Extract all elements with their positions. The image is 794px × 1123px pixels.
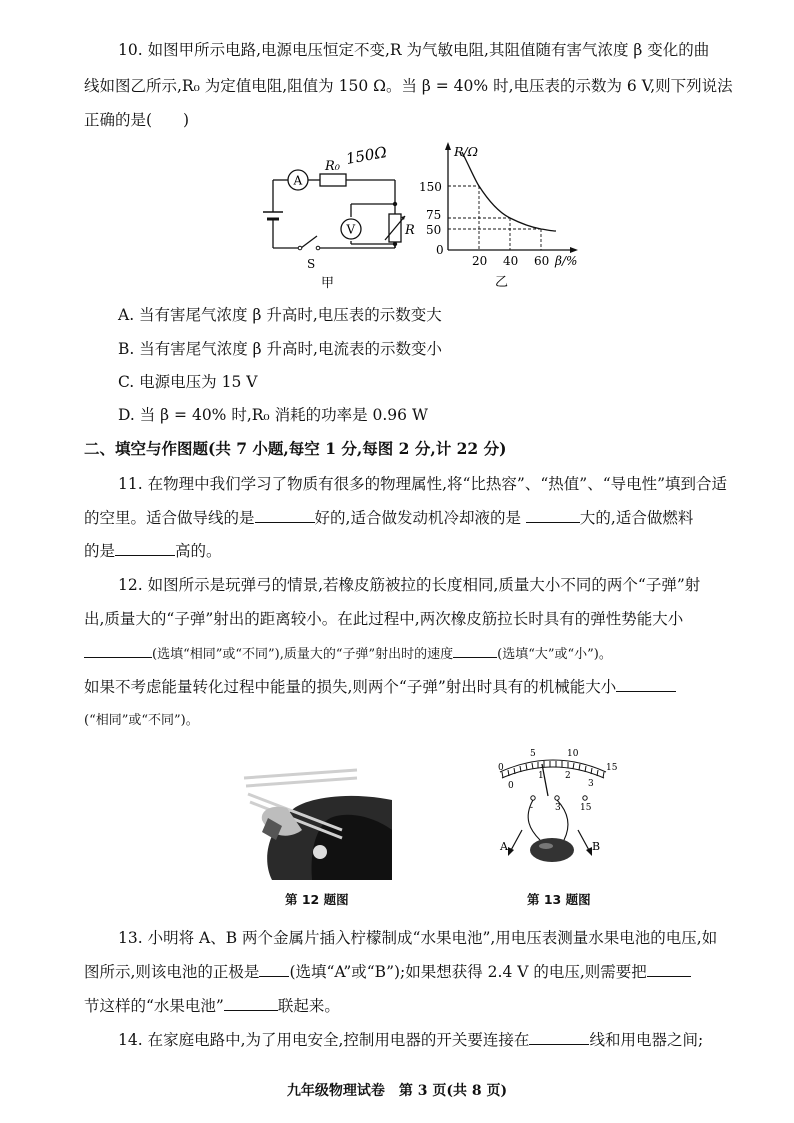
q12-line4 [84,677,676,697]
ammeter-label: A [293,173,303,188]
xtick-20: 20 [472,254,488,268]
q14-text-1a: 14. 在家庭电路中,为了用电安全,控制用电器的开关要连接在 [118,1031,530,1049]
q11-line3 [84,541,222,561]
circuit-diagram-jia [255,140,425,290]
meter-top-5: 5 [530,749,536,759]
q12-blank-2[interactable] [453,643,497,658]
q12-blank-3[interactable] [616,677,676,692]
fruit-battery-figure [478,730,628,878]
ytick-50: 50 [426,223,442,237]
handwritten-note: 150Ω [344,143,389,168]
q13-text-3a: 节这样的“水果电池” [84,997,224,1015]
meter-bottom-1: 1 [538,771,544,781]
q10-option-d: D. 当 β = 40% 时,R₀ 消耗的功率是 0.96 W [118,406,428,424]
switch-label: S [307,257,316,271]
meter-top-0: 0 [498,763,504,773]
caption-fig12: 第 12 题图 [285,892,349,907]
q11-text-2c: 大的,适合做燃料 [579,509,694,527]
q13-text-2a: 图所示,则该电池的正极是 [84,963,260,981]
q13-line1: 13. 小明将 A、B 两个金属片插入柠檬制成“水果电池”,用电压表测量水果电池的电压,如 [118,929,718,947]
q10-line3: 正确的是( ) [84,111,190,129]
q14-text-1b: 线和用电器之间; [589,1031,704,1049]
q14-line1 [118,1030,703,1050]
q13-line2 [84,962,691,982]
meter-top-10: 10 [567,749,579,759]
q13-line3 [84,996,340,1016]
q10-option-a: A. 当有害尾气浓度 β 升高时,电压表的示数变大 [118,306,442,324]
section2-title: 二、填空与作图题(共 7 小题,每空 1 分,每图 2 分,计 22 分) [84,439,507,458]
q12-text-3b: (选填“大”或“小”)。 [497,647,612,662]
q10-option-c: C. 电源电压为 15 V [118,373,258,391]
q11-blank-1[interactable] [255,508,315,523]
q13-blank-2[interactable] [647,962,691,977]
caption-yi: 乙 [495,275,509,290]
q13-text-2b: (选填“A”或“B”);如果想获得 2.4 V 的电压,则需要把 [289,963,647,981]
q13-blank-1[interactable] [259,962,289,977]
caption-jia: 甲 [321,276,335,290]
meter-bottom-0: 0 [508,781,514,791]
terminal-15: 15 [580,803,592,813]
q12-text-4: 如果不考虑能量转化过程中能量的损失,则两个“子弹”射出时具有的机械能大小 [84,678,617,696]
q12-line5: (“相同”或“不同”)。 [84,713,199,728]
q11-text-2a: 的空里。适合做导线的是 [84,509,255,527]
graph-xlabel: β/% [555,254,578,268]
q10-line1: 10. 如图甲所示电路,电源电压恒定不变,R 为气敏电阻,其阻值随有害气浓度 β 变化的曲 [118,41,710,59]
q12-line3 [84,643,612,665]
q10-option-b: B. 当有害尾气浓度 β 升高时,电流表的示数变小 [118,340,442,358]
ytick-150: 150 [419,180,442,194]
q11-line1: 11. 在物理中我们学习了物质有很多的物理属性,将“比热容”、“热值”、“导电性”填到合适 [118,475,728,493]
q11-text-3a: 的是 [84,542,116,560]
xtick-40: 40 [503,254,519,268]
q12-text-3a: (选填“相同”或“不同”),质量大的“子弹”射出时的速度 [152,647,454,662]
terminal-3: 3 [555,803,561,813]
terminal-minus: - [530,803,534,813]
meter-bottom-2: 2 [565,771,571,781]
r-label: R [405,223,415,238]
caption-fig13: 第 13 题图 [527,892,591,907]
graph-yi [418,138,598,290]
q10-line2: 线如图乙所示,R₀ 为定值电阻,阻值为 150 Ω。当 β = 40% 时,电压表的示数为 6 V,则下列说法 [84,77,733,95]
q13-text-3b: 联起来。 [277,997,340,1015]
electrode-b-label: B [592,840,601,853]
xtick-60: 60 [534,254,550,268]
meter-bottom-3: 3 [588,779,594,789]
q12-blank-1[interactable] [84,643,152,658]
ytick-75: 75 [426,208,442,222]
q11-text-3b: 高的。 [175,542,222,560]
q14-blank-1[interactable] [529,1030,589,1045]
page-footer: 九年级物理试卷 第 3 页(共 8 页) [286,1083,508,1099]
graph-ylabel: R/Ω [454,144,478,159]
r0-label: R₀ [325,159,340,174]
q12-line1: 12. 如图所示是玩弹弓的情景,若橡皮筋被拉的长度相同,质量大小不同的两个“子弹”射 [118,576,701,594]
q13-blank-3[interactable] [224,996,278,1011]
q11-blank-2[interactable] [526,508,580,523]
meter-top-15: 15 [606,763,618,773]
electrode-a-label: A [500,840,508,853]
q12-line2: 出,质量大的“子弹”射出的距离较小。在此过程中,两次橡皮筋拉长时具有的弹性势能大小 [84,610,684,628]
q11-text-2b: 好的,适合做发动机冷却液的是 [314,509,521,527]
q11-blank-3[interactable] [115,541,175,556]
ytick-0: 0 [436,243,444,257]
q11-line2 [84,508,693,528]
slingshot-photo [232,760,392,880]
voltmeter-label: V [346,222,356,237]
